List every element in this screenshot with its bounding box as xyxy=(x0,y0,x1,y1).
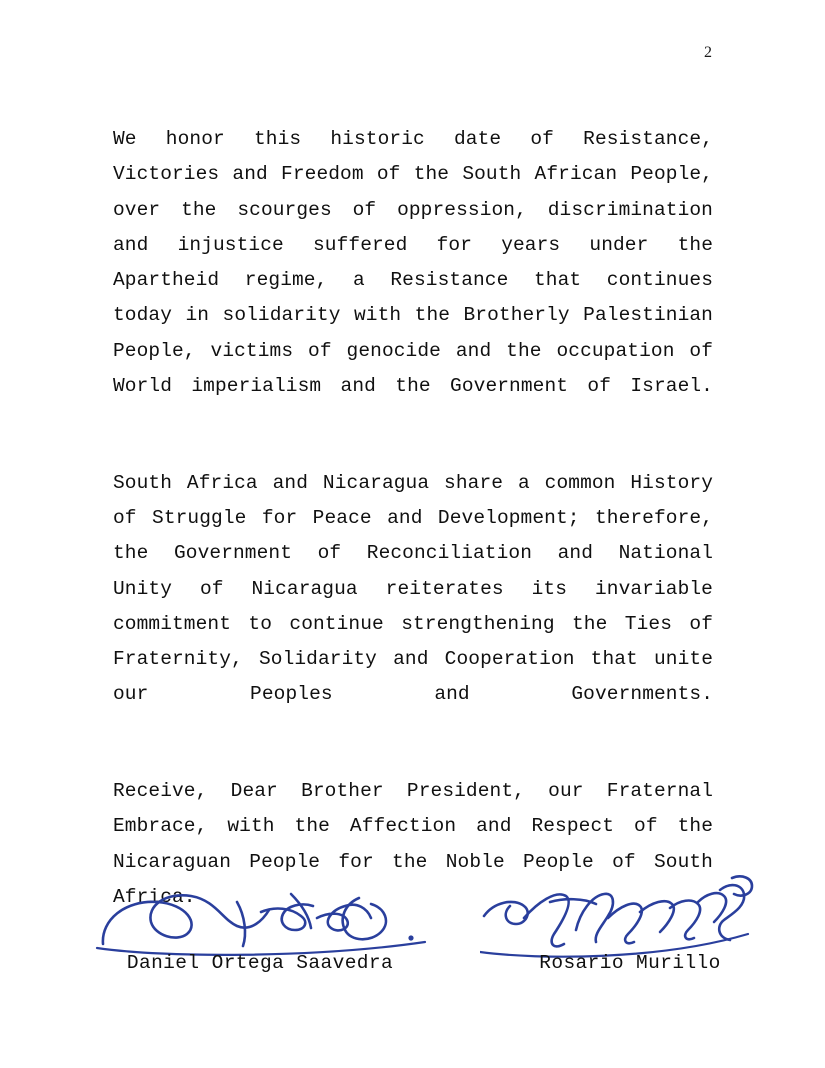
signature-area xyxy=(95,872,745,992)
page-number: 2 xyxy=(704,44,712,61)
signature-name-left: Daniel Ortega Saavedra xyxy=(126,952,394,974)
signature-block-right xyxy=(480,872,780,992)
paragraph-1: We honor this historic date of Resistance, Victories and Freedom of the South African People, over the scourges of oppression, discrimination and injustice suffered for years under the Apartheid regime, a Resistance that continues today in solidarity with the Brotherly Palestinian People, victims of genocide and the occupation of World imperialism and the Government of Israel. xyxy=(113,128,713,398)
signature-daniel-ortega-icon xyxy=(95,872,435,962)
paragraph-2: South Africa and Nicaragua share a common History of Struggle for Peace and Development; therefore, the Government of Reconciliation and National Unity of Nicaragua reiterates its invariable commitment to continue strengthening the Ties of Fraternity, Solidarity and Cooperation that unite our Peoples and Governments. xyxy=(113,471,713,706)
signature-rosario-murillo-icon xyxy=(480,872,780,962)
letter-body xyxy=(113,122,713,951)
signature-name-right: Rosario Murillo xyxy=(539,952,721,974)
signature-block-left xyxy=(95,872,425,992)
paragraph-3: Receive, Dear Brother President, our Fraternal Embrace, with the Affection and Respect of the Nicaraguan People for the Noble People of South Africa. xyxy=(113,780,713,908)
